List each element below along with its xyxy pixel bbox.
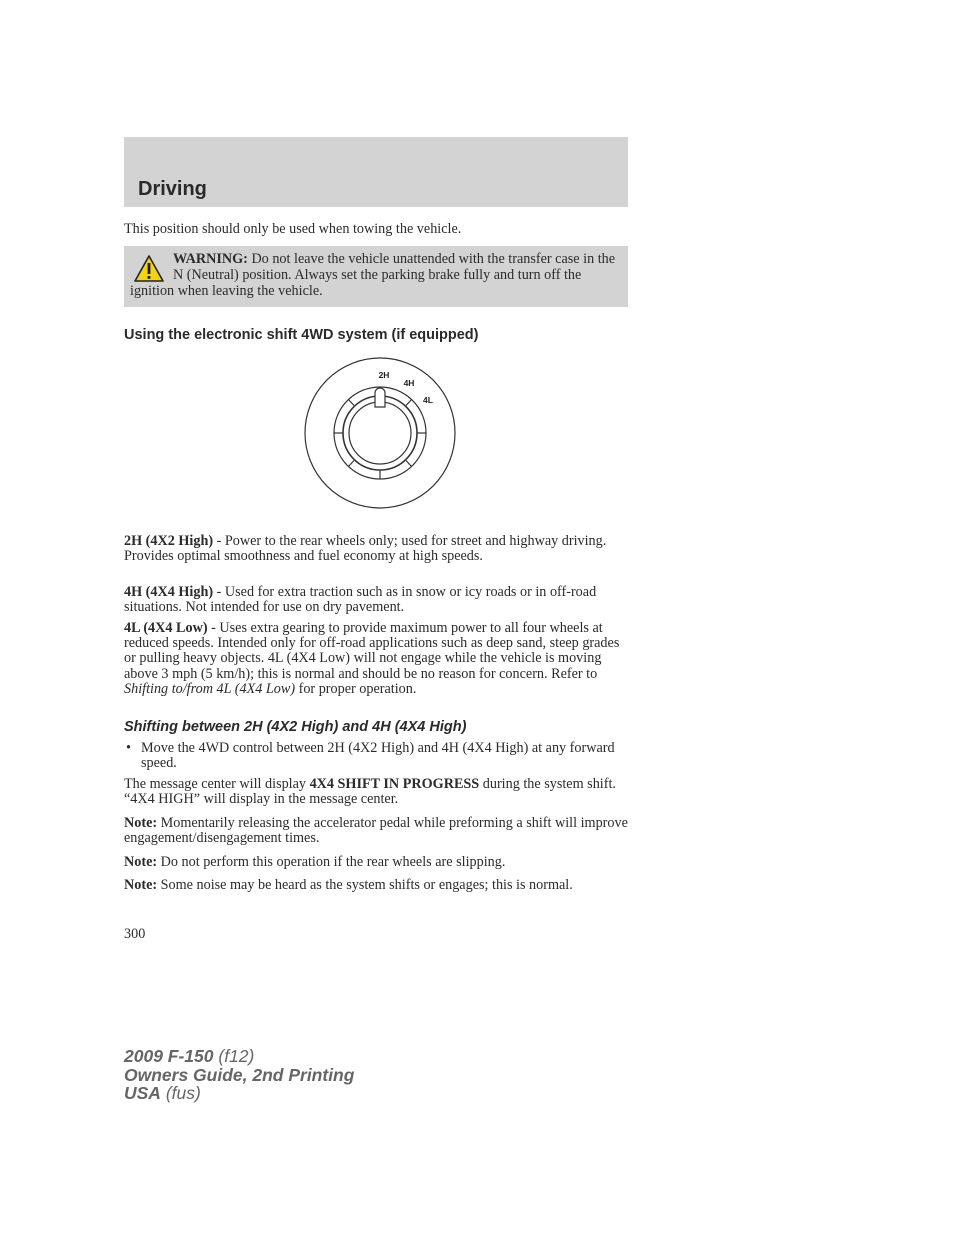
document-footer: [124, 1047, 354, 1103]
warning-text: [130, 251, 622, 300]
mode-2h-text: - Power to the rear wheels only; used for street and highway driving. Provides optimal smoothness and fuel economy at high speeds.: [124, 533, 607, 565]
dial-label-4l: 4L: [423, 395, 433, 405]
note-2: [124, 855, 629, 870]
footer-edition: Owners Guide, 2nd Printing: [124, 1064, 355, 1085]
bullet-marker: •: [126, 740, 131, 756]
warning-box: [124, 246, 628, 307]
warning-body: Do not leave the vehicle unattended with the transfer case in the N (Neutral) position. Always set the parking brake fully and turn off the ignition when leaving the vehicle.: [130, 251, 616, 300]
mode-4h-paragraph: [124, 585, 629, 615]
mode-4l-paragraph: [124, 621, 629, 697]
note-text: Do not perform this operation if the rear wheels are slipping.: [157, 854, 506, 870]
footer-market: USA: [124, 1083, 161, 1103]
mode-4l-after: for proper operation.: [295, 680, 417, 697]
footer-market-code: (fus): [160, 1083, 201, 1103]
note-label: Note:: [124, 877, 158, 893]
section-title: Driving: [138, 178, 207, 200]
footer-model: 2009 F-150: [124, 1046, 214, 1066]
footer-model-code: (f12): [213, 1046, 255, 1066]
note-3: [124, 877, 629, 894]
dial-label-4h: 4H: [403, 378, 415, 388]
mode-2h-paragraph: [124, 534, 629, 564]
mode-2h-term: 2H (4X2 High): [124, 533, 214, 549]
4wd-selector-dial: [300, 353, 460, 513]
note-text: Momentarily releasing the accelerator pedal while preforming a shift will improve engagement/disengagement times.: [124, 815, 628, 847]
note-1: [124, 816, 629, 846]
dial-label-2h: 2H: [378, 370, 390, 380]
note-text: Some noise may be heard as the system shifts or engages; this is normal.: [157, 877, 573, 893]
note-label: Note:: [124, 854, 158, 870]
page-number: 300: [124, 926, 146, 942]
message-display-text: 4X4 SHIFT IN PROGRESS: [309, 776, 480, 792]
message-after: during the system shift. “4X4 HIGH” will display in the message center.: [124, 776, 616, 808]
shifting-4l-reference: Shifting to/from 4L (4X4 Low): [124, 680, 296, 697]
message-before: The message center will display: [124, 776, 310, 792]
bullet-text: Move the 4WD control between 2H (4X2 High) and 4H (4X4 High) at any forward speed.: [141, 740, 615, 772]
warning-label: WARNING:: [173, 251, 248, 267]
mode-4l-term: 4L (4X4 Low): [124, 620, 208, 636]
message-center-paragraph: [124, 777, 629, 807]
intro-paragraph: This position should only be used when towing the vehicle.: [124, 221, 462, 237]
mode-4h-text: - Used for extra traction such as in snow or icy roads or in off-road situations. Not intended for use on dry pavement.: [124, 584, 597, 616]
list-item: [124, 741, 629, 771]
mode-4h-term: 4H (4X4 High): [124, 584, 214, 600]
mode-4l-text: - Uses extra gearing to provide maximum power to all four wheels at reduced speeds. Intended only for off-road applications such as deep sand, steep grades or pulling heavy objects. 4L (4X4 Low) will not engage while the vehicle is moving above 3 mph (5 km/h); this is normal and should be no reason for concern. Refer to: [124, 620, 620, 682]
note-label: Note:: [124, 815, 158, 831]
section-heading-shifting-2h-4h: Shifting between 2H (4X2 High) and 4H (4X4 High): [124, 719, 467, 735]
section-heading-electronic-shift: Using the electronic shift 4WD system (if equipped): [124, 327, 479, 343]
